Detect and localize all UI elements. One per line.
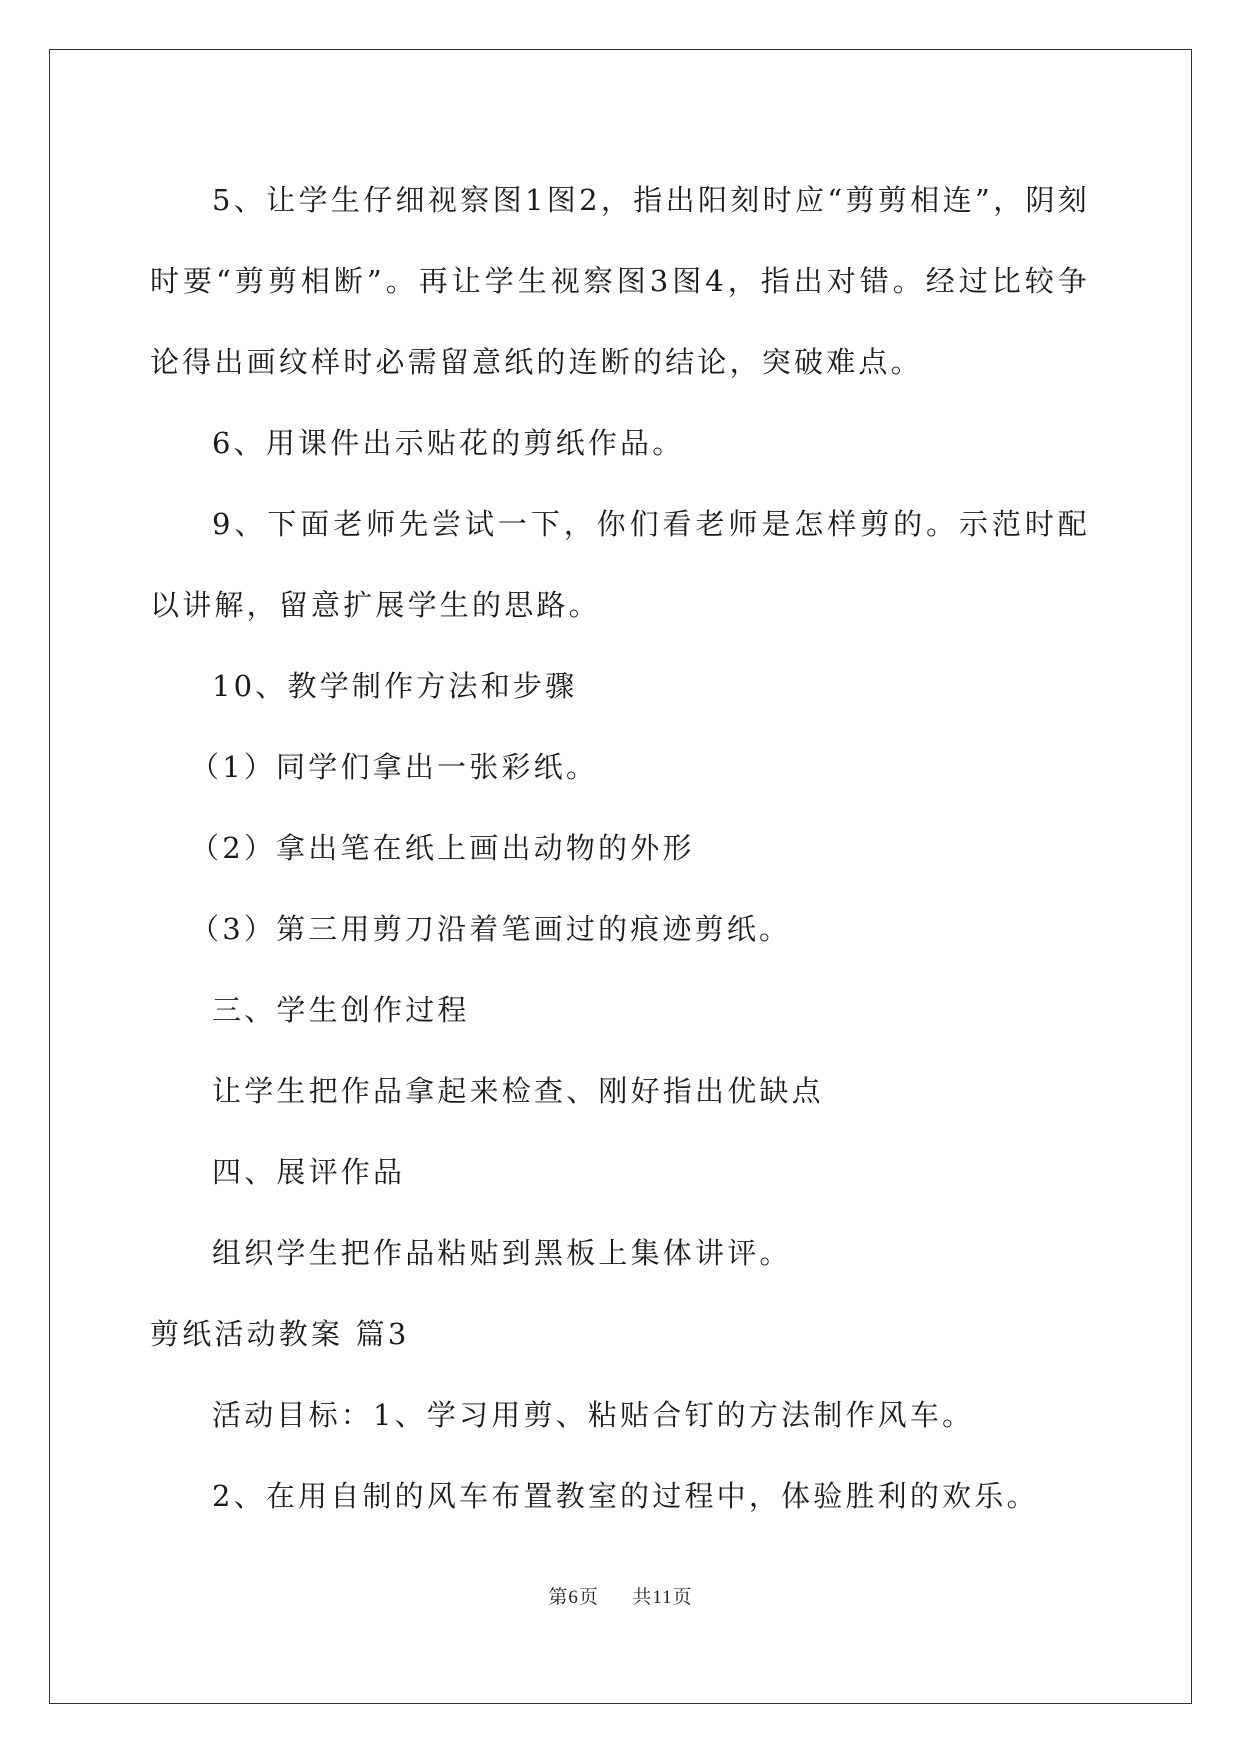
paragraph-review: 让学生把作品拿起来检查、刚好指出优缺点 [212,1074,824,1108]
activity-goal-2: 2、在用自制的风车布置教室的过程中，体验胜利的欢乐。 [212,1479,1039,1513]
paragraph-step-10: 10、教学制作方法和步骤 [212,669,578,703]
section-title: 剪纸活动教案 篇3 [150,1317,410,1351]
paragraph-step-9: 9、下面老师先尝试一下，你们看老师是怎样剪的。示范时配以讲解，留意扩展学生的思路。 [150,507,1090,622]
section-heading-3: 三、学生创作过程 [212,993,470,1027]
activity-goal-1: 活动目标：1、学习用剪、粘贴合钉的方法制作风车。 [212,1398,975,1432]
substep-3: （3）第三用剪刀沿着笔画过的痕迹剪纸。 [190,912,792,946]
page-footer [0,1582,1241,1609]
section-heading-4: 四、展评作品 [212,1155,406,1189]
substep-1: （1）同学们拿出一张彩纸。 [190,750,599,784]
page-number-current: 第6页 [548,1587,599,1608]
paragraph-step-6: 6、用课件出示贴花的剪纸作品。 [212,426,685,460]
paragraph-display: 组织学生把作品粘贴到黑板上集体讲评。 [212,1236,792,1270]
page-number-total: 共11页 [632,1587,693,1608]
paragraph-step-5: 5、让学生仔细视察图1图2，指出阳刻时应“剪剪相连”，阴刻时要“剪剪相断”。再让学生视察图3图4，指出对错。经过比较争论得出画纹样时必需留意纸的连断的结论，突破难点。 [150,183,1090,379]
substep-2: （2）拿出笔在纸上画出动物的外形 [190,831,695,865]
document-body [150,160,1090,1537]
